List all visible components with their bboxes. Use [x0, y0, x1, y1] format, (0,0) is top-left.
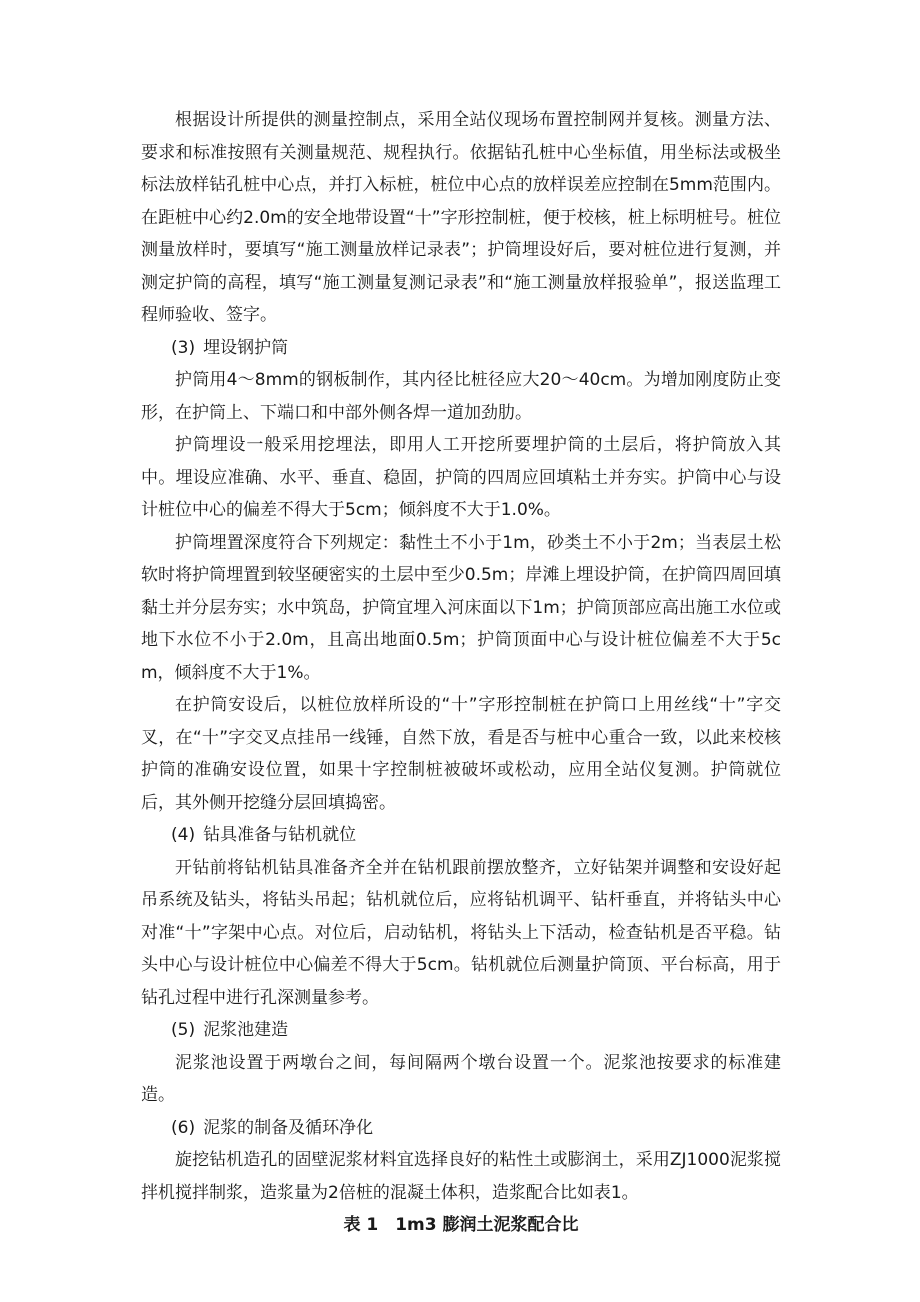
table-caption: 表 1 1m3 膨润土泥浆配合比 — [343, 1215, 579, 1235]
paragraph-survey-control: 根据设计所提供的测量控制点，采用全站仪现场布置控制网并复核。测量方法、要求和标准按照有关测量规范、规程执行。依据钻孔桩中心坐标值，用坐标法或极坐标法放样钻孔桩中心点，并打入标桩，桩位中心点的放样误差应控制在5mm范围内。在距桩中心约2.0m的安全地带设置“十”字形控制桩，便于校核，桩上标明桩号。桩位测量放样时，要填写“施工测量放样记录表”；护筒埋设好后，要对桩位进行复测，并测定护筒的高程，填写“施工测量复测记录表”和“施工测量放样报验单”，报送监理工程师验收、签字。 — [141, 110, 781, 325]
section-title: 泥浆池建造 — [203, 1020, 289, 1040]
paragraph-casing-installation: 护筒埋设一般采用挖埋法，即用人工开挖所要埋护筒的土层后，将护筒放入其中。埋设应准确、水平、垂直、稳固，护筒的四周应回填粘土并夯实。护筒中心与设计桩位中心的偏差不得大于5cm；倾斜度不大于1.0%。 — [141, 435, 781, 520]
paragraph-rig-positioning: 开钻前将钻机钻具准备齐全并在钻机跟前摆放整齐，立好钻架并调整和安设好起吊系统及钻头，将钻头吊起；钻机就位后，应将钻机调平、钻杆垂直，并将钻头中心对准“十”字架中心点。对位后，启动钻机，将钻头上下活动，检查钻机是否平稳。钻头中心与设计桩位中心偏差不得大于5cm。钻机就位后测量护筒顶、平台标高，用于钻孔过程中进行孔深测量参考。 — [141, 857, 781, 1008]
section-number: (6) — [171, 1117, 196, 1138]
section-title: 埋设钢护筒 — [203, 337, 289, 358]
paragraph-casing-material: 护筒用4～8mm的钢板制作，其内径比桩径应大20～40cm。为增加刚度防止变形，在护筒上、下端口和中部外侧各焊一道加劲肋。 — [141, 370, 781, 423]
section-number: (5) — [171, 1020, 196, 1040]
section-heading-3 — [141, 332, 781, 365]
section-title: 钻具准备与钻机就位 — [203, 825, 357, 845]
section-title: 泥浆的制备及循环净化 — [203, 1117, 374, 1138]
section-number: (4) — [171, 825, 196, 845]
paragraph-mud-pit: 泥浆池设置于两墩台之间，每间隔两个墩台设置一个。泥浆池按要求的标准建造。 — [141, 1052, 781, 1105]
section-heading-5 — [141, 1014, 781, 1047]
section-heading-4 — [141, 819, 781, 852]
paragraph-casing-depth: 护筒埋置深度符合下列规定：黏性土不小于1m，砂类土不小于2m；当表层土松软时将护筒埋置到较坚硬密实的土层中至少0.5m；岸滩上埋设护筒，在护筒四周回填黏土并分层夯实；水中筑岛，护筒宜埋入河床面以下1m；护筒顶部应高出施工水位或地下水位不小于2.0m，且高出地面0.5m；护筒顶面中心与设计桩位偏差不大于5cm，倾斜度不大于1%。 — [141, 532, 781, 683]
section-number: (3) — [171, 337, 196, 358]
paragraph-casing-verification: 在护筒安设后，以桩位放样所设的“十”字形控制桩在护筒口上用丝线“十”字交叉，在“十”字交叉点挂吊一线锤，自然下放，看是否与桩中心重合一致，以此来校核护筒的准确安设位置，如果十字控制桩被破坏或松动，应用全站仪复测。护筒就位后，其外侧开挖缝分层回填捣密。 — [141, 695, 781, 813]
document-body — [141, 104, 781, 1242]
section-heading-6 — [141, 1112, 781, 1145]
paragraph-mud-preparation: 旋挖钻机造孔的固壁泥浆材料宜选择良好的粘性土或膨润土，采用ZJ1000泥浆搅拌机搅拌制浆，造浆量为2倍桩的混凝土体积，造浆配合比如表1。 — [141, 1150, 781, 1203]
